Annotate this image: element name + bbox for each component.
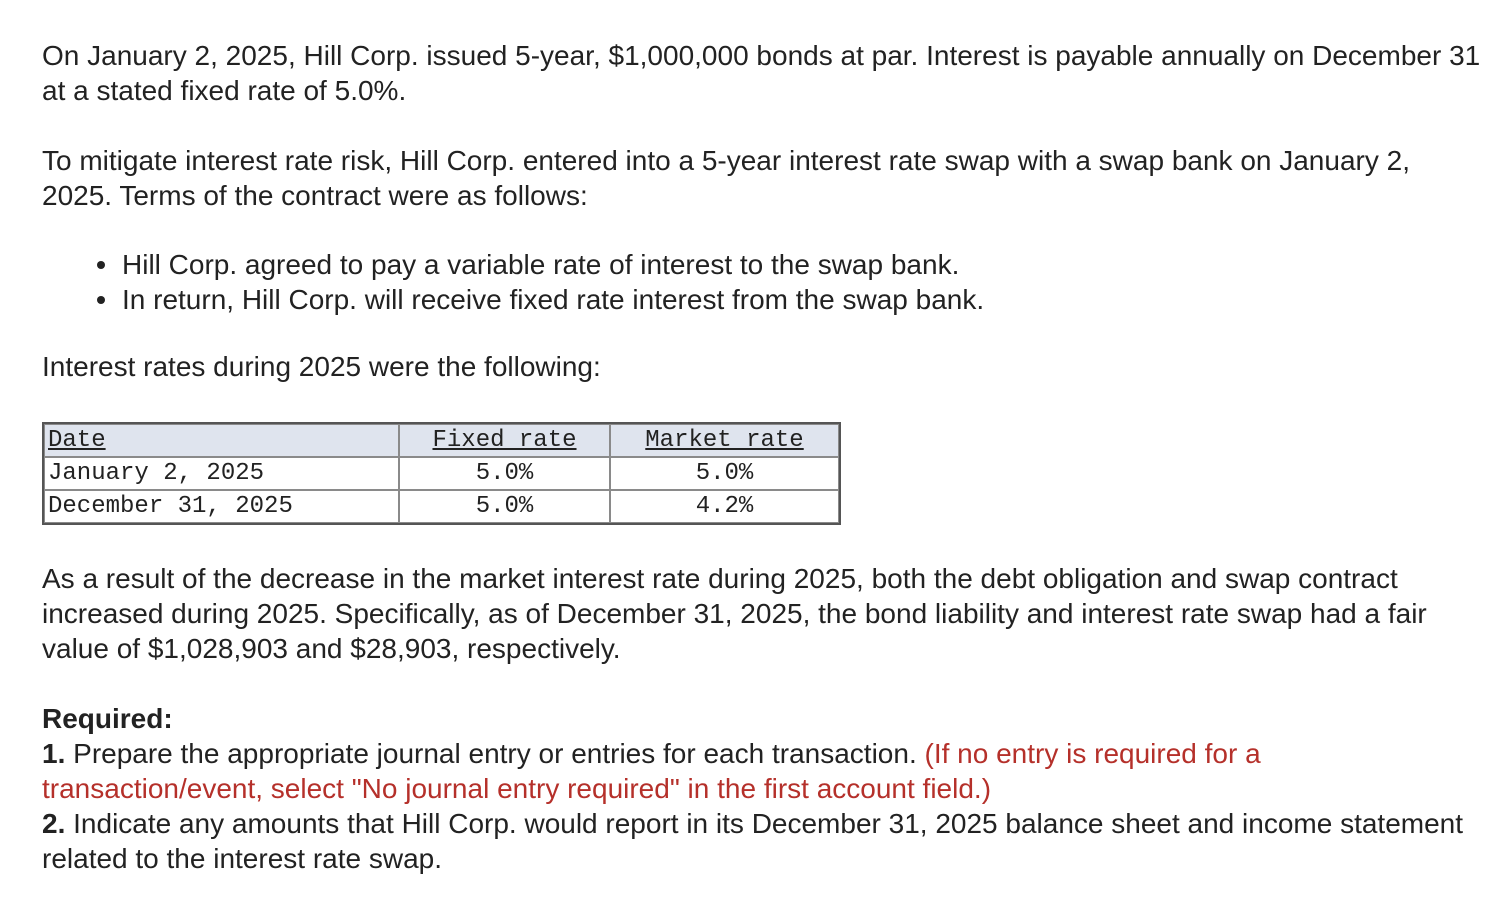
required-item-2: [42, 806, 1482, 876]
problem-content: [42, 38, 1482, 876]
cell-date: December 31, 2025: [44, 490, 399, 523]
required-section: [42, 701, 1482, 876]
column-header-market-rate: Market rate: [610, 424, 839, 457]
required-item-2-text: Indicate any amounts that Hill Corp. would report in its December 31, 2025 balance sheet and income statement related to the interest rate swap.: [42, 808, 1464, 874]
result-paragraph: As a result of the decrease in the market interest rate during 2025, both the debt obligation and swap contract increased during 2025. Specifically, as of December 31, 2025, the bond liability and interest rate swap had a fair value of $1,028,903 and $28,903, respectively.: [42, 563, 1427, 664]
column-header-date: Date: [44, 424, 399, 457]
intro-paragraph-1: On January 2, 2025, Hill Corp. issued 5-year, $1,000,000 bonds at par. Interest is payable annually on December 31 at a stated fixed rate of 5.0%.: [42, 40, 1481, 106]
list-item: Hill Corp. agreed to pay a variable rate of interest to the swap bank.: [122, 247, 1482, 282]
swap-terms-list: [42, 247, 1482, 317]
table-header-row: [44, 424, 839, 457]
interest-rates-table: [42, 422, 841, 525]
required-item-2-number: 2.: [42, 808, 66, 839]
table-row: [44, 457, 839, 490]
required-item-1-text: Prepare the appropriate journal entry or entries for each transaction.: [65, 738, 925, 769]
table-row: [44, 490, 839, 523]
column-header-fixed-rate: Fixed rate: [399, 424, 610, 457]
required-item-1: [42, 736, 1482, 806]
cell-market-rate: 5.0%: [610, 457, 839, 490]
cell-date: January 2, 2025: [44, 457, 399, 490]
cell-fixed-rate: 5.0%: [399, 490, 610, 523]
intro-paragraph-2: To mitigate interest rate risk, Hill Corp. entered into a 5-year interest rate swap with a swap bank on January 2, 2025. Terms of the contract were as follows:: [42, 145, 1410, 211]
rates-intro: Interest rates during 2025 were the following:: [42, 351, 601, 382]
required-item-1-note: (If no entry is required for a transaction/event, select "No journal entry required" in the first account field.): [42, 738, 1261, 804]
cell-fixed-rate: 5.0%: [399, 457, 610, 490]
required-heading: Required:: [42, 703, 173, 734]
required-item-1-number: 1.: [42, 738, 66, 769]
list-item: In return, Hill Corp. will receive fixed rate interest from the swap bank.: [122, 282, 1482, 317]
cell-market-rate: 4.2%: [610, 490, 839, 523]
